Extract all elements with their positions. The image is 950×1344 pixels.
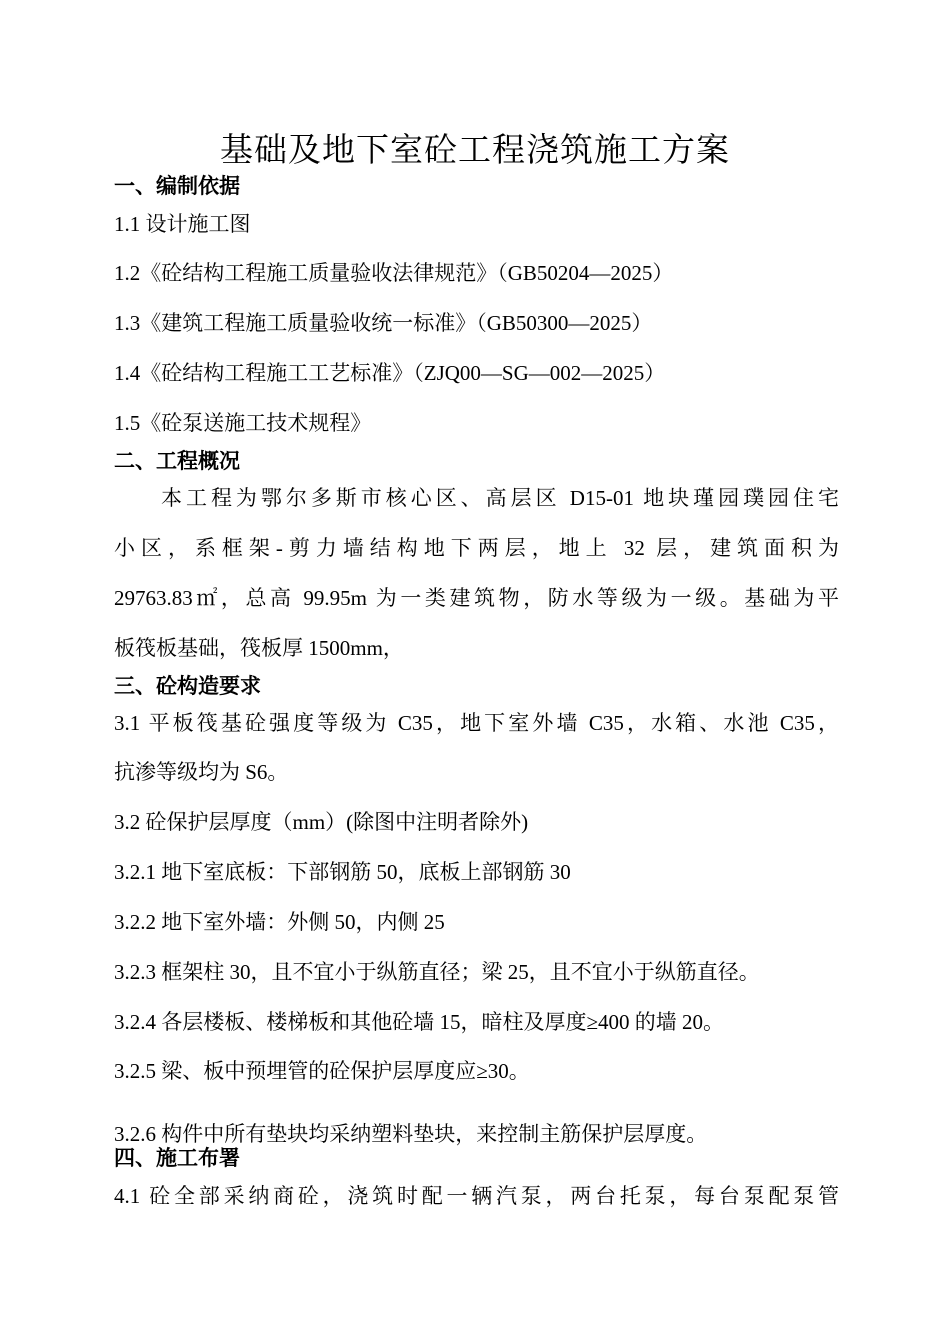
section-heading-construction-layout: 四、施工布署 [114,1146,240,1170]
section-heading-basis: 一、编制依据 [114,174,240,198]
overview-line: 小区，系框架-剪力墙结构地下两层，地上 32 层，建筑面积为 [114,536,839,560]
requirement-item: 3.2.5 梁、板中预埋管的砼保护层厚度应≥30。 [114,1059,530,1083]
requirement-item: 3.1 平板筏基砼强度等级为 C35，地下室外墙 C35，水箱、水池 C35， [114,711,839,735]
requirement-item: 3.2.2 地下室外墙：外侧 50，内侧 25 [114,910,445,934]
section-heading-structure-requirements: 三、砼构造要求 [114,674,261,698]
overview-line: 29763.83㎡，总高 99.95m 为一类建筑物，防水等级为一级。基础为平 [114,586,839,610]
layout-item: 4.1 砼全部采纳商砼，浇筑时配一辆汽泵，两台托泵，每台泵配泵管 [114,1184,839,1208]
section-heading-overview: 二、工程概况 [114,449,240,473]
requirement-item: 3.2.6 构件中所有垫块均采纳塑料垫块，来控制主筋保护层厚度。 [114,1122,708,1146]
basis-item: 1.4《砼结构工程施工工艺标准》（ZJQ00—SG—002—2025） [114,361,666,385]
requirement-item: 3.2.4 各层楼板、楼梯板和其他砼墙 15，暗柱及厚度≥400 的墙 20。 [114,1010,725,1034]
overview-line: 本工程为鄂尔多斯市核心区、高层区 D15-01 地块瑾园璞园住宅 [161,486,839,510]
document-title: 基础及地下室砼工程浇筑施工方案 [220,130,730,169]
basis-item: 1.1 设计施工图 [114,212,251,236]
overview-line: 板筏板基础，筏板厚 1500mm， [114,636,404,660]
requirement-item: 3.2.3 框架柱 30，且不宜小于纵筋直径；梁 25，且不宜小于纵筋直径。 [114,960,760,984]
requirement-item: 抗渗等级均为 S6。 [114,760,289,784]
requirement-item: 3.2.1 地下室底板：下部钢筋 50，底板上部钢筋 30 [114,860,571,884]
basis-item: 1.2《砼结构工程施工质量验收法律规范》（GB50204—2025） [114,261,674,285]
requirement-item: 3.2 砼保护层厚度（mm）(除图中注明者除外) [114,810,529,834]
basis-item: 1.5《砼泵送施工技术规程》 [114,411,372,435]
basis-item: 1.3《建筑工程施工质量验收统一标准》（GB50300—2025） [114,311,653,335]
